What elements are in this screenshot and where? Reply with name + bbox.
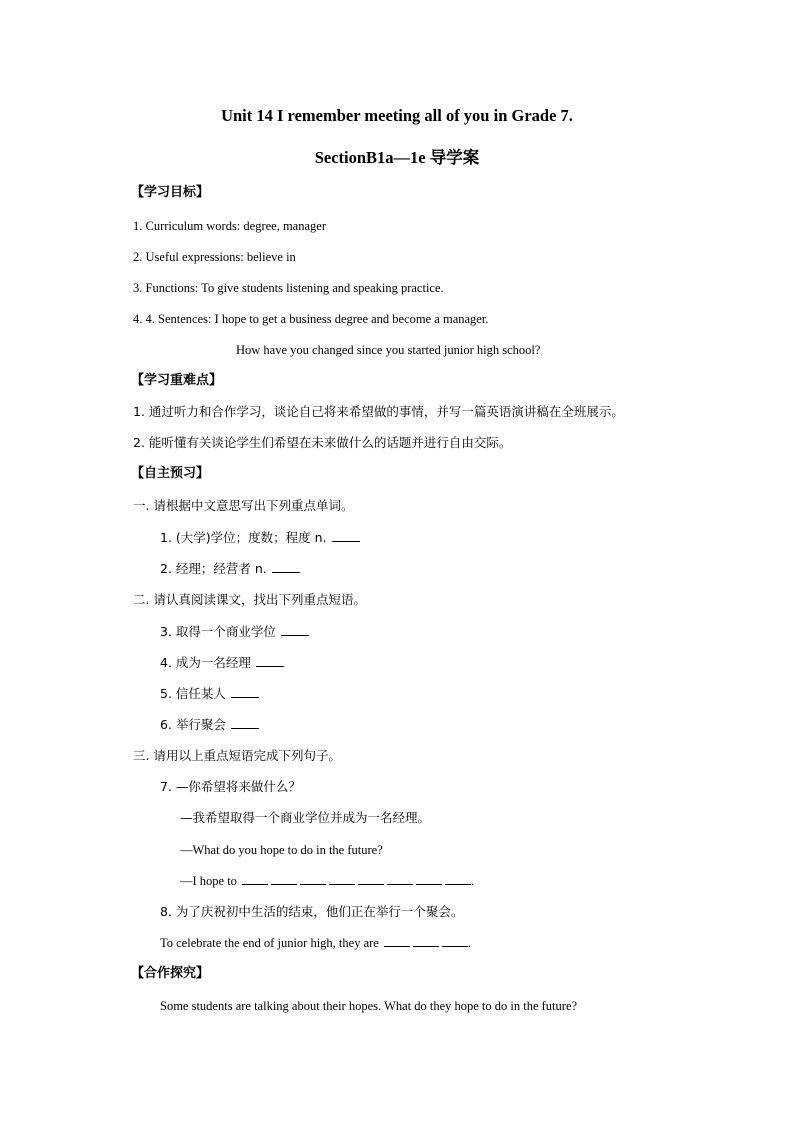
question-8-chinese: 8. 为了庆祝初中生活的结束，他们正在举行一个聚会。 [160, 904, 464, 919]
preview-heading: 【自主预习】 [131, 466, 210, 481]
question-2-text: 2. 经理；经营者 n. [160, 561, 267, 576]
objective-item-3: 3. Functions: To give students listening and speaking practice. [133, 281, 444, 295]
question-7-fill-text: —I hope to [180, 874, 237, 888]
key-point-item-1: 1. 通过听力和合作学习，谈论自己将来希望做的事情，并写一篇英语演讲稿在全班展示。 [133, 404, 624, 419]
answer-blank[interactable] [413, 935, 439, 947]
objective-item-2: 2. Useful expressions: believe in [133, 250, 296, 264]
answer-blank[interactable] [242, 873, 268, 885]
question-5-text: 5. 信任某人 [160, 686, 226, 701]
key-point-item-2: 2. 能听懂有关谈论学生们希望在未来做什么的话题并进行自由交际。 [133, 435, 512, 450]
part2-instruction: 二. 请认真阅读课文，找出下列重点短语。 [133, 592, 366, 607]
answer-blank[interactable] [256, 655, 284, 667]
answer-blank[interactable] [329, 873, 355, 885]
objective-sentence-2: How have you changed since you started junior high school? [236, 343, 541, 357]
answer-blank[interactable] [300, 873, 326, 885]
question-2 [160, 561, 300, 577]
question-1 [160, 530, 360, 546]
objective-item-4: 4. 4. Sentences: I hope to get a business degree and become a manager. [133, 312, 489, 326]
question-7-chinese-answer: —我希望取得一个商业学位并成为一名经理。 [180, 810, 431, 825]
answer-blank[interactable] [358, 873, 384, 885]
part3-instruction: 三. 请用以上重点短语完成下列句子。 [133, 748, 341, 763]
cooperation-text: Some students are talking about their hopes. What do they hope to do in the future? [160, 999, 578, 1013]
part1-instruction: 一. 请根据中文意思写出下列重点单词。 [133, 498, 354, 513]
objective-item-1: 1. Curriculum words: degree, manager [133, 219, 326, 233]
answer-blank[interactable] [281, 624, 309, 636]
question-1-text: 1. (大学)学位；度数；程度 n. [160, 530, 327, 545]
question-7-english: —What do you hope to do in the future? [180, 843, 383, 857]
question-3 [160, 624, 309, 640]
answer-blank[interactable] [231, 686, 259, 698]
answer-blank[interactable] [384, 935, 410, 947]
question-5 [160, 686, 259, 702]
question-4 [160, 655, 284, 671]
answer-blank[interactable] [332, 530, 360, 542]
question-4-text: 4. 成为一名经理 [160, 655, 251, 670]
objectives-heading: 【学习目标】 [131, 185, 210, 200]
question-6-text: 6. 举行聚会 [160, 717, 226, 732]
question-8-fill-text: To celebrate the end of junior high, they are [160, 936, 379, 950]
question-6 [160, 717, 259, 733]
answer-blank[interactable] [272, 561, 300, 573]
section-subtitle: SectionB1a—1e 导学案 [314, 148, 480, 167]
cooperation-heading: 【合作探究】 [131, 966, 210, 981]
answer-blank[interactable] [445, 873, 471, 885]
question-8-fill [160, 935, 471, 951]
question-7-chinese: 7. —你希望将来做什么？ [160, 779, 301, 794]
sentence-period: . [470, 874, 475, 888]
sentence-period: . [467, 936, 471, 950]
answer-blank[interactable] [231, 717, 259, 729]
question-7-fill [180, 873, 474, 889]
answer-blank[interactable] [387, 873, 413, 885]
key-points-heading: 【学习重难点】 [131, 373, 223, 388]
answer-blank[interactable] [416, 873, 442, 885]
answer-blank[interactable] [442, 935, 468, 947]
question-3-text: 3. 取得一个商业学位 [160, 624, 276, 639]
answer-blank[interactable] [271, 873, 297, 885]
document-title: Unit 14 I remember meeting all of you in Grade 7. [221, 106, 573, 125]
